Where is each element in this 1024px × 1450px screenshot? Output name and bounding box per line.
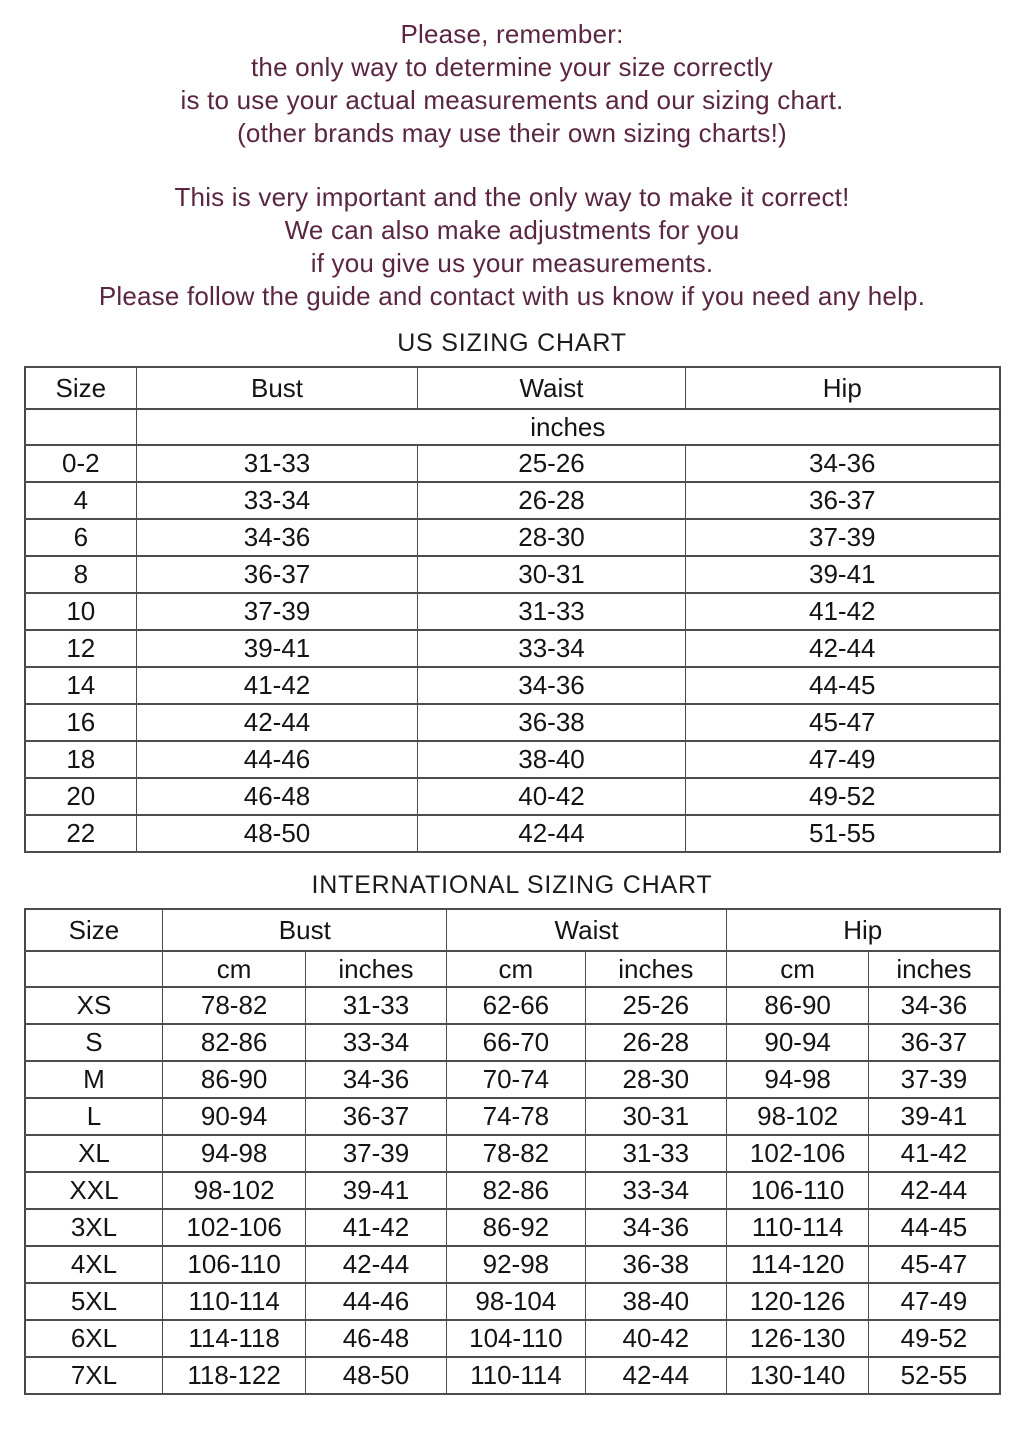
measurement-cell: 47-49 [869,1283,1000,1320]
measurement-cell: 92-98 [447,1246,585,1283]
us-column-header-hip: Hip [686,367,1000,409]
size-cell: XXL [25,1172,163,1209]
measurement-cell: 33-34 [305,1024,446,1061]
measurement-cell: 42-44 [137,704,418,741]
table-row [25,445,1000,482]
measurement-cell: 94-98 [726,1061,868,1098]
intl-unit-waist-inches: inches [585,951,726,987]
measurement-cell: 46-48 [305,1320,446,1357]
measurement-cell: 36-38 [417,704,685,741]
size-cell: 12 [25,630,137,667]
measurement-cell: 114-120 [726,1246,868,1283]
size-cell: 8 [25,556,137,593]
measurement-cell: 114-118 [163,1320,305,1357]
intl-unit-bust-cm: cm [163,951,305,987]
measurement-cell: 34-36 [869,987,1000,1024]
table-row [25,519,1000,556]
intro-block-2 [0,181,1024,313]
measurement-cell: 28-30 [417,519,685,556]
measurement-cell: 40-42 [417,778,685,815]
size-cell: L [25,1098,163,1135]
table-row [25,741,1000,778]
measurement-cell: 41-42 [137,667,418,704]
measurement-cell: 42-44 [585,1357,726,1394]
intl-column-header-waist: Waist [447,909,727,951]
measurement-cell: 42-44 [869,1172,1000,1209]
measurement-cell: 104-110 [447,1320,585,1357]
us-table-body [25,445,1000,852]
size-cell: 6 [25,519,137,556]
measurement-cell: 26-28 [417,482,685,519]
measurement-cell: 36-37 [305,1098,446,1135]
intl-unit-bust-inches: inches [305,951,446,987]
intro-line: We can also make adjustments for you [284,215,740,245]
measurement-cell: 78-82 [447,1135,585,1172]
table-row [25,556,1000,593]
measurement-cell: 47-49 [686,741,1000,778]
measurement-cell: 33-34 [137,482,418,519]
measurement-cell: 44-45 [869,1209,1000,1246]
size-cell: XL [25,1135,163,1172]
measurement-cell: 36-37 [686,482,1000,519]
table-row [25,1320,1000,1357]
size-cell: 0-2 [25,445,137,482]
measurement-cell: 48-50 [305,1357,446,1394]
table-row [25,1098,1000,1135]
measurement-cell: 82-86 [447,1172,585,1209]
table-row [25,1246,1000,1283]
size-cell: 7XL [25,1357,163,1394]
measurement-cell: 37-39 [869,1061,1000,1098]
measurement-cell: 41-42 [686,593,1000,630]
measurement-cell: 25-26 [417,445,685,482]
measurement-cell: 86-90 [726,987,868,1024]
measurement-cell: 62-66 [447,987,585,1024]
measurement-cell: 49-52 [869,1320,1000,1357]
measurement-cell: 39-41 [686,556,1000,593]
size-cell: 20 [25,778,137,815]
measurement-cell: 44-45 [686,667,1000,704]
measurement-cell: 33-34 [417,630,685,667]
us-unit-label: inches [137,409,1000,445]
measurement-cell: 31-33 [305,987,446,1024]
intl-chart-title: INTERNATIONAL SIZING CHART [311,871,713,899]
size-cell: 14 [25,667,137,704]
measurement-cell: 36-37 [137,556,418,593]
measurement-cell: 102-106 [726,1135,868,1172]
intl-unit-hip-cm: cm [726,951,868,987]
measurement-cell: 52-55 [869,1357,1000,1394]
intl-column-header-size: Size [25,909,163,951]
size-cell: 22 [25,815,137,852]
measurement-cell: 86-90 [163,1061,305,1098]
measurement-cell: 31-33 [585,1135,726,1172]
measurement-cell: 25-26 [585,987,726,1024]
measurement-cell: 45-47 [869,1246,1000,1283]
intro-block-1 [0,18,1024,150]
measurement-cell: 86-92 [447,1209,585,1246]
measurement-cell: 45-47 [686,704,1000,741]
measurement-cell: 34-36 [686,445,1000,482]
intl-table-body [25,987,1000,1394]
measurement-cell: 110-114 [447,1357,585,1394]
us-header-row [25,367,1000,409]
table-row [25,815,1000,852]
measurement-cell: 41-42 [869,1135,1000,1172]
table-row [25,1061,1000,1098]
measurement-cell: 102-106 [163,1209,305,1246]
measurement-cell: 78-82 [163,987,305,1024]
intl-unit-hip-inches: inches [869,951,1000,987]
measurement-cell: 42-44 [686,630,1000,667]
table-row [25,1209,1000,1246]
measurement-cell: 31-33 [417,593,685,630]
size-cell: 10 [25,593,137,630]
size-cell: 5XL [25,1283,163,1320]
measurement-cell: 28-30 [585,1061,726,1098]
measurement-cell: 39-41 [137,630,418,667]
table-row [25,704,1000,741]
intro-text [0,18,1024,313]
intl-unit-waist-cm: cm [447,951,585,987]
measurement-cell: 42-44 [417,815,685,852]
intro-line: (other brands may use their own sizing charts!) [237,118,787,148]
measurement-cell: 34-36 [585,1209,726,1246]
table-row [25,1283,1000,1320]
measurement-cell: 34-36 [417,667,685,704]
intro-line: the only way to determine your size correctly [251,52,773,82]
measurement-cell: 90-94 [163,1098,305,1135]
size-cell: 6XL [25,1320,163,1357]
size-cell: 4XL [25,1246,163,1283]
size-cell: 4 [25,482,137,519]
intro-line: Please follow the guide and contact with us know if you need any help. [98,281,926,311]
measurement-cell: 37-39 [137,593,418,630]
measurement-cell: 110-114 [726,1209,868,1246]
measurement-cell: 48-50 [137,815,418,852]
measurement-cell: 70-74 [447,1061,585,1098]
table-row [25,482,1000,519]
measurement-cell: 39-41 [869,1098,1000,1135]
measurement-cell: 98-102 [726,1098,868,1135]
empty-cell [25,409,137,445]
measurement-cell: 110-114 [163,1283,305,1320]
table-row [25,1024,1000,1061]
intro-line: if you give us your measurements. [310,248,714,278]
us-unit-row [25,409,1000,445]
measurement-cell: 118-122 [163,1357,305,1394]
us-sizing-table [24,366,1001,853]
intro-line: Please, remember: [400,19,624,49]
size-cell: 16 [25,704,137,741]
measurement-cell: 98-104 [447,1283,585,1320]
measurement-cell: 66-70 [447,1024,585,1061]
table-row [25,593,1000,630]
measurement-cell: 120-126 [726,1283,868,1320]
table-row [25,1357,1000,1394]
measurement-cell: 33-34 [585,1172,726,1209]
measurement-cell: 98-102 [163,1172,305,1209]
measurement-cell: 130-140 [726,1357,868,1394]
table-row [25,987,1000,1024]
measurement-cell: 106-110 [726,1172,868,1209]
size-cell: 3XL [25,1209,163,1246]
table-row [25,630,1000,667]
intl-unit-row [25,951,1000,987]
measurement-cell: 36-37 [869,1024,1000,1061]
measurement-cell: 38-40 [585,1283,726,1320]
measurement-cell: 41-42 [305,1209,446,1246]
size-cell: S [25,1024,163,1061]
us-column-header-size: Size [25,367,137,409]
table-row [25,667,1000,704]
measurement-cell: 37-39 [686,519,1000,556]
table-row [25,1172,1000,1209]
table-row [25,778,1000,815]
measurement-cell: 26-28 [585,1024,726,1061]
measurement-cell: 94-98 [163,1135,305,1172]
measurement-cell: 34-36 [305,1061,446,1098]
measurement-cell: 51-55 [686,815,1000,852]
measurement-cell: 38-40 [417,741,685,778]
us-chart-title: US SIZING CHART [397,329,627,357]
measurement-cell: 49-52 [686,778,1000,815]
intl-header-row [25,909,1000,951]
measurement-cell: 126-130 [726,1320,868,1357]
size-cell: XS [25,987,163,1024]
table-row [25,1135,1000,1172]
measurement-cell: 40-42 [585,1320,726,1357]
intro-line: is to use your actual measurements and our sizing chart. [180,85,844,115]
measurement-cell: 44-46 [305,1283,446,1320]
measurement-cell: 46-48 [137,778,418,815]
measurement-cell: 42-44 [305,1246,446,1283]
measurement-cell: 36-38 [585,1246,726,1283]
us-column-header-waist: Waist [417,367,685,409]
measurement-cell: 74-78 [447,1098,585,1135]
us-column-header-bust: Bust [137,367,418,409]
size-cell: M [25,1061,163,1098]
intl-sizing-table [24,908,1001,1395]
intl-column-header-bust: Bust [163,909,447,951]
measurement-cell: 30-31 [585,1098,726,1135]
measurement-cell: 34-36 [137,519,418,556]
empty-cell [25,951,163,987]
size-cell: 18 [25,741,137,778]
measurement-cell: 90-94 [726,1024,868,1061]
measurement-cell: 39-41 [305,1172,446,1209]
measurement-cell: 106-110 [163,1246,305,1283]
measurement-cell: 31-33 [137,445,418,482]
measurement-cell: 44-46 [137,741,418,778]
measurement-cell: 82-86 [163,1024,305,1061]
measurement-cell: 37-39 [305,1135,446,1172]
intl-column-header-hip: Hip [726,909,999,951]
intro-line: This is very important and the only way to make it correct! [174,182,850,212]
measurement-cell: 30-31 [417,556,685,593]
